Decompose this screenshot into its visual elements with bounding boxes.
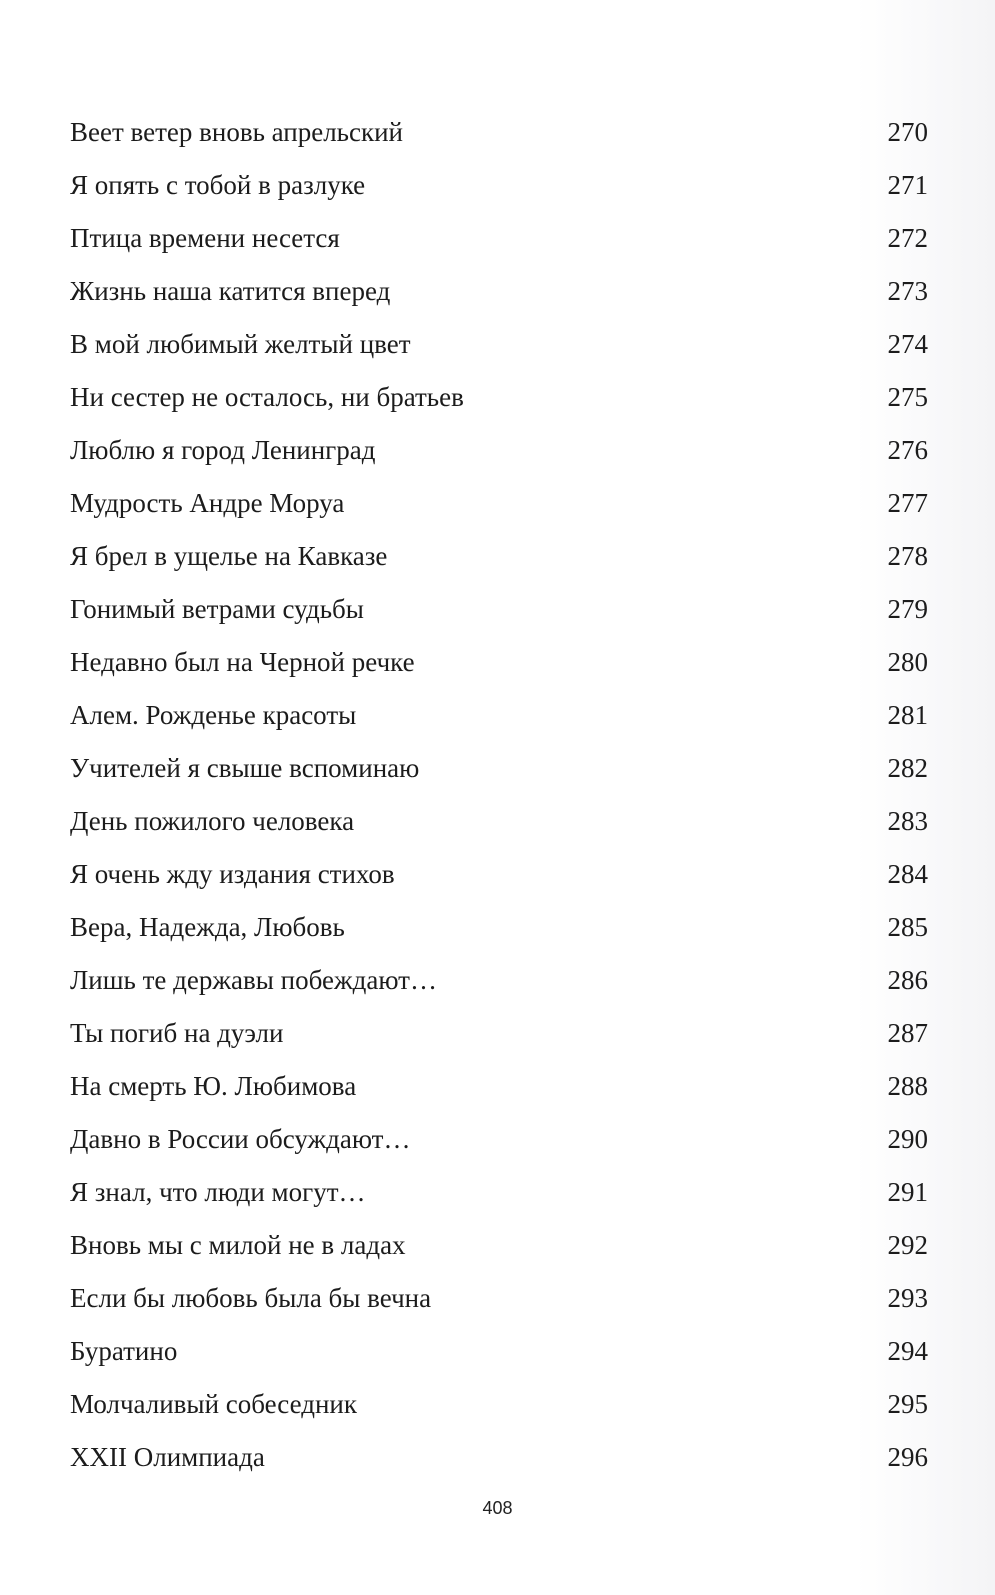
toc-entry-page: 287 [887,1018,928,1048]
toc-entry-title: Ни сестер не осталось, ни братьев [70,382,464,412]
toc-entry-page: 283 [887,806,928,836]
toc-entry-title: Давно в России обсуждают… [70,1124,411,1154]
toc-entry-page: 271 [887,170,928,200]
toc-entry [70,530,928,583]
toc-entry-page: 275 [887,382,928,412]
toc-entry-title: Алем. Рожденье красоты [70,700,357,730]
toc-entry-page: 274 [887,329,928,359]
toc-entry-title: Жизнь наша катится вперед [70,276,391,306]
toc-entry-title: День пожилого человека [70,806,355,836]
toc-entry-title: Гонимый ветрами судьбы [70,594,364,624]
toc-entry-page: 293 [887,1283,928,1313]
toc-entry [70,1219,928,1272]
toc-entry [70,848,928,901]
toc-entry-title: Я знал, что люди могут… [70,1177,366,1207]
toc-entry [70,106,928,159]
toc-entry [70,1166,928,1219]
toc-entry [70,424,928,477]
toc-entry-page: 277 [887,488,928,518]
toc-entry-page: 286 [887,965,928,995]
toc-entry-page: 292 [887,1230,928,1260]
toc-entry-title: Я опять с тобой в разлуке [70,170,366,200]
toc-entry [70,371,928,424]
toc-entry-title: Если бы любовь была бы вечна [70,1283,432,1313]
toc-entry [70,1272,928,1325]
toc-entry [70,636,928,689]
page-number: 408 [482,1498,513,1518]
toc-entry-title: Лишь те державы побеждают… [70,965,437,995]
toc-entry [70,1007,928,1060]
toc-entry-page: 279 [887,594,928,624]
toc-entry-page: 280 [887,647,928,677]
table-of-contents [70,106,928,1484]
toc-entry [70,159,928,212]
toc-entry [70,1325,928,1378]
toc-entry-title: Ты погиб на дуэли [70,1018,284,1048]
toc-entry-title: Птица времени несется [70,223,340,253]
toc-entry-title: На смерть Ю. Любимова [70,1071,357,1101]
toc-entry-page: 296 [887,1442,928,1472]
toc-entry-page: 290 [887,1124,928,1154]
toc-entry [70,954,928,1007]
toc-entry-title: Люблю я город Ленинград [70,435,376,465]
toc-entry-title: Недавно был на Черной речке [70,647,415,677]
toc-entry [70,212,928,265]
toc-entry [70,795,928,848]
toc-entry-title: XXII Олимпиада [70,1442,265,1472]
toc-entry-title: Я очень жду издания стихов [70,859,395,889]
toc-entry-title: Мудрость Андре Моруа [70,488,345,518]
toc-entry-page: 282 [887,753,928,783]
toc-entry-page: 272 [887,223,928,253]
toc-entry-title: Веет ветер вновь апрельский [70,117,403,147]
toc-entry [70,742,928,795]
toc-entry-title: Вера, Надежда, Любовь [70,912,345,942]
toc-entry-title: Буратино [70,1336,178,1366]
toc-entry-page: 281 [887,700,928,730]
toc-entry [70,318,928,371]
toc-entry-page: 284 [887,859,928,889]
toc-entry [70,1431,928,1484]
toc-entry-page: 295 [887,1389,928,1419]
toc-entry-page: 276 [887,435,928,465]
toc-entry-page: 285 [887,912,928,942]
toc-entry [70,1113,928,1166]
toc-entry [70,689,928,742]
toc-entry [70,583,928,636]
toc-entry-title: Вновь мы с милой не в ладах [70,1230,406,1260]
toc-entry-page: 291 [887,1177,928,1207]
toc-entry-page: 288 [887,1071,928,1101]
toc-entry-page: 294 [887,1336,928,1366]
toc-entry-title: В мой любимый желтый цвет [70,329,411,359]
toc-entry [70,1060,928,1113]
toc-entry-title: Я брел в ущелье на Кавказе [70,541,388,571]
toc-entry [70,901,928,954]
toc-entry-title: Молчаливый собеседник [70,1389,357,1419]
toc-entry-page: 270 [887,117,928,147]
toc-entry [70,1378,928,1431]
toc-entry-page: 278 [887,541,928,571]
toc-entry [70,477,928,530]
toc-entry-title: Учителей я свыше вспоминаю [70,753,420,783]
toc-entry-page: 273 [887,276,928,306]
toc-entry [70,265,928,318]
